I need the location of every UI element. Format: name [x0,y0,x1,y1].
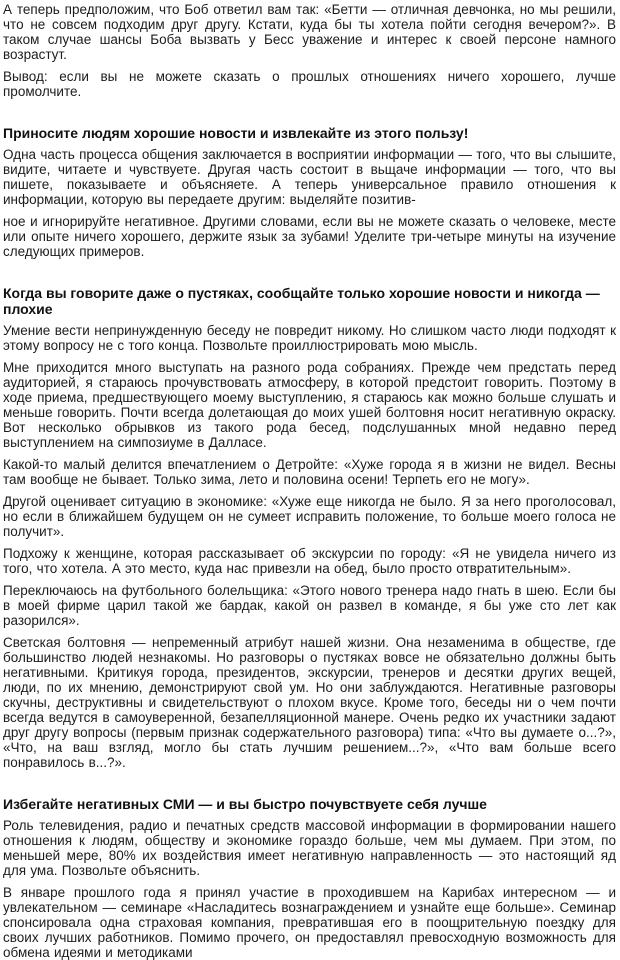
paragraph-speaking-events: Мне приходится много выступать на разного рода собраниях. Прежде чем предстать перед аудиторией, я стараюсь прочувствовать атмосферу, в которой предстоит говорить. Поэтому в ходе приема, предшествующего моему выступлению, я стараюсь как можно больше слушать и меньше говорить. Почти всегда долетающая до моих ушей болтовня носит негативную окраску. Вот несколько обрывков из такого рода бесед, подслушанных мной недавно перед выступлением на симпозиуме в Далласе. [3,360,616,450]
paragraph-small-talk-summary: Светская болтовня — непременный атрибут нашей жизни. Она незаменима в обществе, где большинство людей незнакомы. Но разговоры о пустяках вовсе не обязательно должны быть негативными. Критикуя города, президентов, экскурсии, тренеров и десятки других вещей, люди, по их мнению, демонстрируют свой ум. Но они заблуждаются. Негативные разговоры скучны, деструктивны и свидетельствуют о плохом вкусе. Кроме того, беседы ни о чем почти всегда ведутся в самоуверенной, безапелляционной манере. Очень редко их участники задают друг другу вопросы (первым признак содержательного разговора) типа: «Что вы думаете о...?», «Что, на ваш взгляд, могло бы стать лучшим решением...?», «Что вам больше всего понравилось в...?». [3,635,616,770]
paragraph-economy-quote: Другой оценивает ситуацию в экономике: «Хуже еще никогда не было. Я за него проголосовал, но если в ближайшем будущем он не сумеет исправить положение, то больше моего голоса не получит». [3,494,616,539]
paragraph-small-talk-intro: Умение вести непринужденную беседу не повредит никому. Но слишком часто люди подходят к этому вопросу не с того конца. Позвольте проиллюстрировать мою мысль. [3,323,616,353]
paragraph-conclusion: Вывод: если вы не можете сказать о прошлых отношениях ничего хорошего, лучше промолчите. [3,69,616,99]
paragraph-bob-reply: А теперь предположим, что Боб ответил вам так: «Бетти — отличная девчонка, но мы решили, что не совсем подходим друг другу. Кстати, куда бы ты хотела пойти сегодня вечером?». В таком случае шансы Боба вызвать у Бесс уважение и интерес к своей персоне намного возрастут. [3,2,616,62]
paragraph-communication-1: Одна часть процесса общения заключается в восприятии информации — того, что вы слышите, видите, читаете и чувствуете. Другая часть состоит в вьщаче информации — того, что вы пишете, показываете и объясняете. А теперь универсальное правило отношения к информации, которую вы передаете другим: выделяйте позитив- [3,147,616,207]
section-heading-negative-media: Избегайте негативных СМИ — и вы быстро почувствуете себя лучше [3,796,487,812]
section-heading-good-news: Приносите людям хорошие новости и извлекайте из этого пользу! [3,125,469,141]
paragraph-caribbean-seminar: В январе прошлого года я принял участие в проходившем на Карибах интересном — и увлекательном — семинаре «Насладитесь вознаграждением и узнайте еще больше». Семинар спонсировала одна страховая компания, превратившая его в поощрительную поездку для своих лучших работников. Помимо прочего, он предоставлял превосходную возможность для обмена идеями и методиками [3,885,616,960]
section-heading-small-talk: Когда вы говорите даже о пустяках, сообщайте только хорошие новости и никогда — плохие [3,285,600,317]
paragraph-media-role: Роль телевидения, радио и печатных средств массовой информации в формировании нашего отношения к людям, обществу и экономике гораздо больше, чем мы думаем. При этом, по меньшей мере, 80% их воздействия имеет негативную направленность — это настоящий яд для ума. Позвольте объяснить. [3,818,616,878]
paragraph-communication-2: ное и игнорируйте негативное. Другими словами, если вы не можете сказать о человеке, месте или опыте ничего хорошего, держите язык за зубами! Уделите три-четыре минуты на изучение следующих примеров. [3,214,616,259]
paragraph-excursion-quote: Подхожу к женщине, которая рассказывает об экскурсии по городу: «Я не увидела ничего из того, что хотела. А это место, куда нас привезли на обед, было просто отвратительным». [3,546,616,576]
paragraph-football-quote: Переключаюсь на футбольного болельщика: «Этого нового тренера надо гнать в шею. Если бы в моей фирме царил такой же бардак, какой он развел в команде, я бы уже сто лет как разорился». [3,583,616,628]
paragraph-detroit-quote: Какой-то малый делится впечатлением о Детройте: «Хуже города я в жизни не видел. Весны там вообще не бывает. Только зима, лето и половина осени! Терпеть его не могу». [3,457,616,487]
